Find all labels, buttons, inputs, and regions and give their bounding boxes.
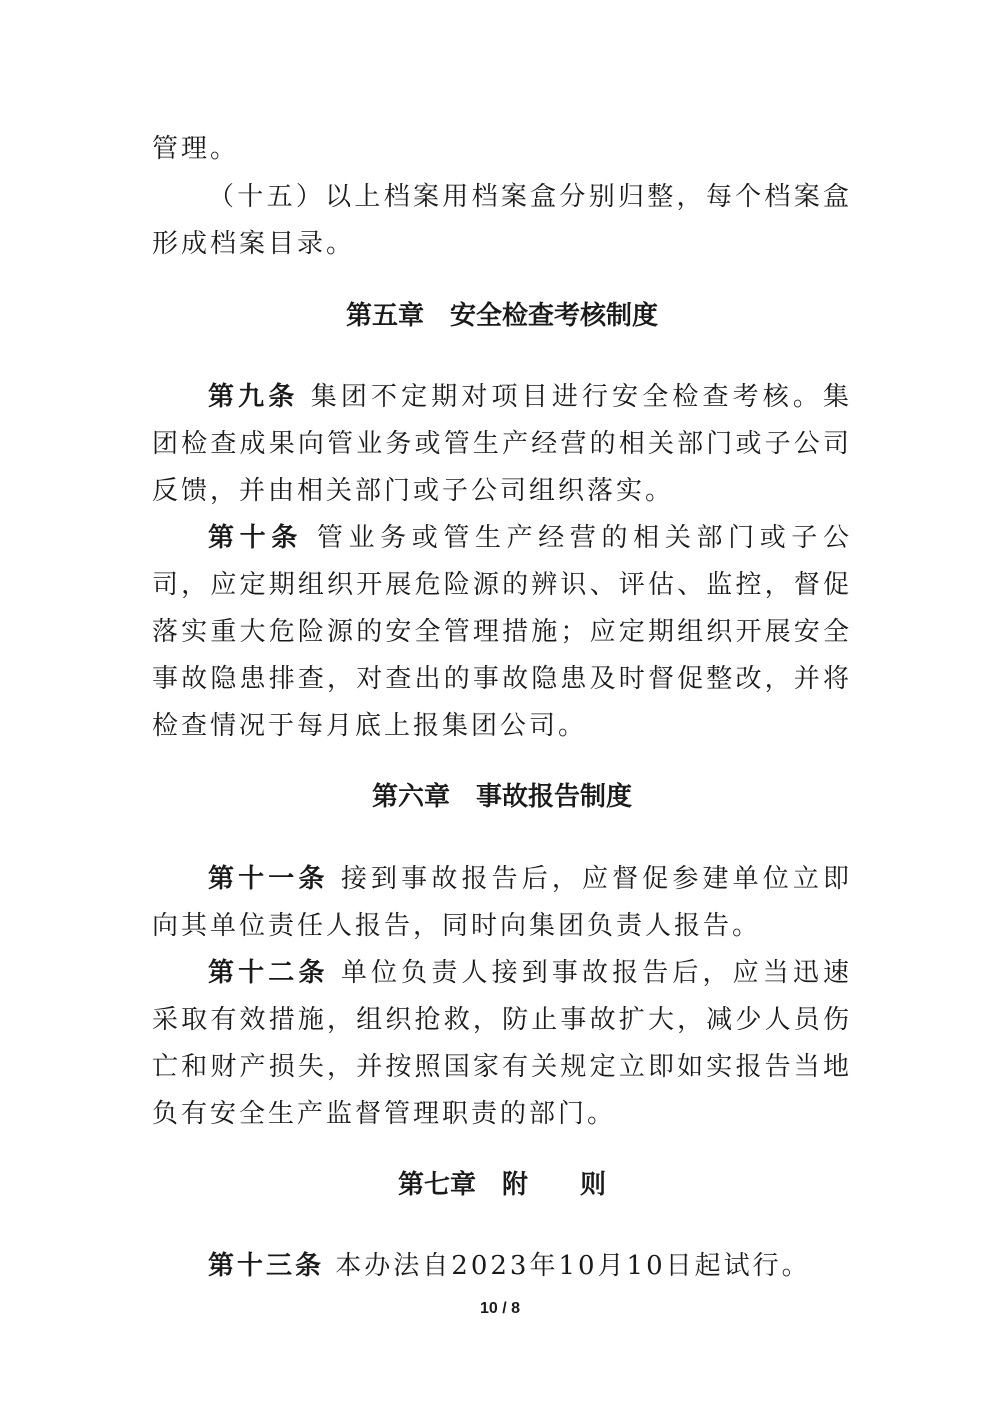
article-10-label: 第十条 bbox=[208, 523, 303, 553]
article-10 bbox=[152, 515, 852, 750]
paragraph-continuation: 管理。 bbox=[152, 134, 240, 164]
chapter-6-heading: 第六章 事故报告制度 bbox=[371, 782, 632, 812]
article-13 bbox=[152, 1243, 852, 1290]
page-number: 10 / 8 bbox=[479, 1300, 521, 1317]
article-9 bbox=[152, 374, 852, 515]
article-9-label: 第九条 bbox=[208, 382, 299, 412]
paragraph-item-15: （十五）以上档案用档案盒分别归整，每个档案盒形成档案目录。 bbox=[152, 182, 852, 259]
chapter-5-heading: 第五章 安全检查考核制度 bbox=[345, 301, 658, 331]
article-11-label: 第十一条 bbox=[208, 864, 329, 894]
article-10-text: 管业务或管生产经营的相关部门或子公司，应定期组织开展危险源的辨识、评估、监控，督促落实重大危险源的安全管理措施；应定期组织开展安全事故隐患排查，对查出的事故隐患及时督促整改，并将检查情况于每月底上报集团公司。 bbox=[152, 523, 852, 741]
article-9-text: 集团不定期对项目进行安全检查考核。集团检查成果向管业务或管生产经营的相关部门或子公司反馈，并由相关部门或子公司组织落实。 bbox=[152, 382, 852, 506]
article-13-text: 本办法自2023年10月10日起试行。 bbox=[324, 1251, 811, 1281]
article-12-text: 单位负责人接到事故报告后，应当迅速采取有效措施，组织抢救，防止事故扩大，减少人员伤亡和财产损失，并按照国家有关规定立即如实报告当地负有安全生产监督管理职责的部门。 bbox=[152, 958, 852, 1129]
article-13-label: 第十三条 bbox=[208, 1251, 325, 1281]
article-12-label: 第十二条 bbox=[208, 958, 329, 988]
chapter-7-heading: 第七章 附 则 bbox=[397, 1170, 606, 1200]
article-12 bbox=[152, 950, 852, 1138]
article-11 bbox=[152, 856, 852, 950]
article-11-text: 接到事故报告后，应督促参建单位立即向其单位责任人报告，同时向集团负责人报告。 bbox=[152, 864, 852, 941]
